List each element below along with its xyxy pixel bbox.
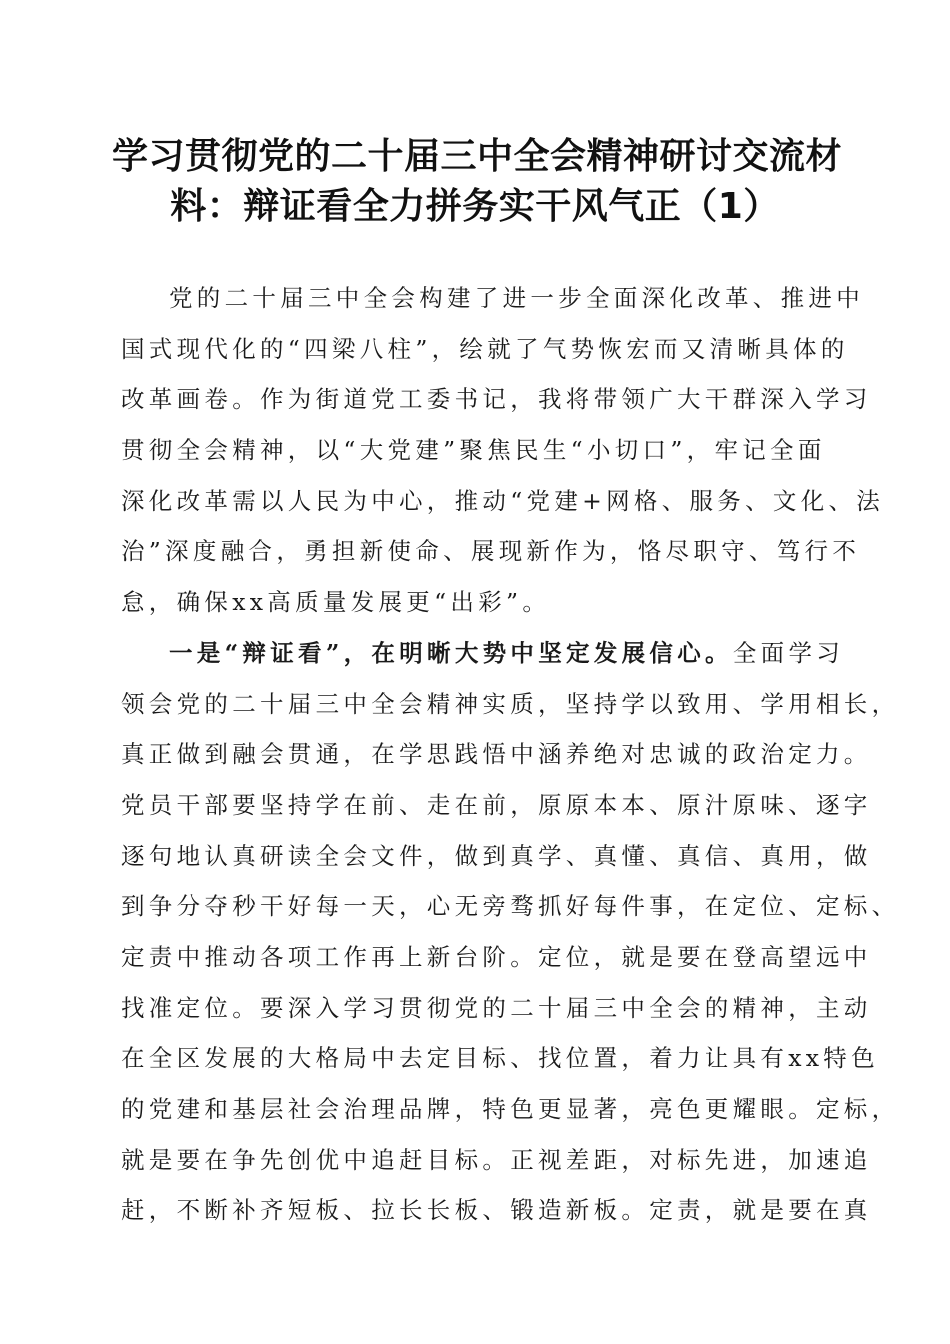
paragraph-1-line: 怠，确保xx高质量发展更“出彩”。 <box>121 588 551 617</box>
paragraph-1-line: 党的二十届三中全会构建了进一步全面深化改革、推进中 <box>169 284 864 312</box>
paragraph-2-line: 领会党的二十届三中全会精神实质，坚持学以致用、学用相长， <box>121 689 900 718</box>
paragraph-2-line: 定责中推动各项工作再上新台阶。定位，就是要在登高望远中 <box>121 942 872 971</box>
title-line-2: 料：辩证看全力拼务实干风气正（1） <box>170 186 780 227</box>
paragraph-2-line: 赶，不断补齐短板、拉长长板、锻造新板。定责，就是要在真 <box>121 1196 872 1225</box>
paragraph-1-line: 改革画卷。作为街道党工委书记，我将带领广大干群深入学习 <box>121 385 872 414</box>
paragraph-1 <box>121 273 885 628</box>
paragraph-2-line: 的党建和基层社会治理品牌，特色更显著，亮色更耀眼。定标， <box>121 1095 900 1123</box>
paragraph-2-line: 党员干部要坚持学在前、走在前，原原本本、原汁原味、逐字 <box>121 790 872 819</box>
paragraph-2-line: 到争分夺秒干好每一天，心无旁骛抓好每件事，在定位、定标、 <box>121 892 900 921</box>
paragraph-2-line: 逐句地认真研读全会文件，做到真学、真懂、真信、真用，做 <box>121 841 872 870</box>
paragraph-2-line: 找准定位。要深入学习贯彻党的二十届三中全会的精神，主动 <box>121 993 872 1022</box>
paragraph-2-line: 在全区发展的大格局中去定目标、找位置，着力让具有xx特色 <box>121 1044 879 1073</box>
document-title <box>112 132 843 232</box>
paragraph-1-line: 国式现代化的“四梁八柱”，绘就了气势恢宏而又清晰具体的 <box>121 334 849 363</box>
paragraph-2-line: 就是要在争先创优中追赶目标。正视差距，对标先进，加速追 <box>121 1145 872 1174</box>
paragraph-1-line: 治”深度融合，勇担新使命、展现新作为，恪尽职守、笃行不 <box>121 537 861 566</box>
document-body <box>121 273 900 1236</box>
paragraph-2 <box>121 628 900 1236</box>
paragraph-2-first-line <box>121 628 845 679</box>
title-line-1: 学习贯彻党的二十届三中全会精神研讨交流材 <box>112 136 843 177</box>
paragraph-2-heading: 一是“辩证看”，在明晰大势中坚定发展信心。 <box>169 638 733 667</box>
paragraph-1-line: 贯彻全会精神，以“大党建”聚焦民生“小切口”，牢记全面 <box>121 436 826 465</box>
paragraph-2-first-rest: 全面学习 <box>732 638 845 667</box>
paragraph-1-line: 深化改革需以人民为中心，推动“党建+网格、服务、文化、法 <box>121 486 885 515</box>
paragraph-2-line: 真正做到融会贯通，在学思践悟中涵养绝对忠诚的政治定力。 <box>121 740 872 769</box>
